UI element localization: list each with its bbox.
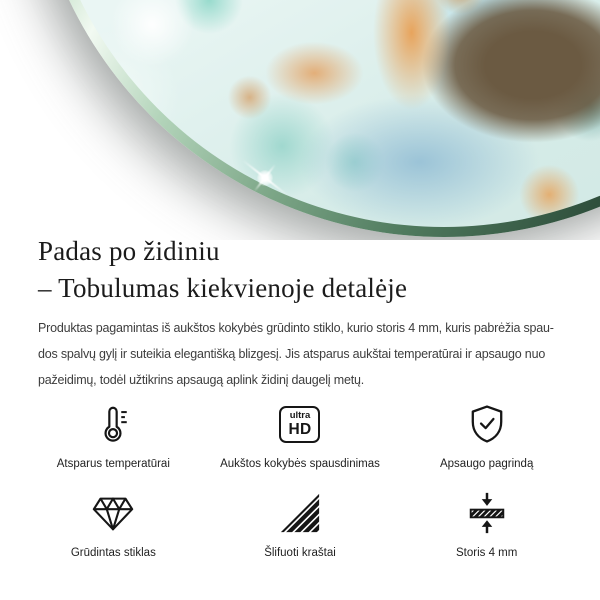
shield-check-icon: [465, 402, 509, 446]
feature-label: Grūdintas stiklas: [70, 547, 156, 559]
features-grid: [20, 402, 580, 560]
description-line: pažeidimų, todėl užtikrins apsaugą aplink židinį daugelį metų.: [38, 373, 364, 387]
product-description: [38, 315, 572, 393]
polished-edges-icon: [278, 491, 322, 535]
content-block: [38, 233, 572, 393]
description-line: Produktas pagamintas iš aukštos kokybės grūdinto stiklo, kurio storis 4 mm, kuris pabrėžia spau-: [38, 321, 554, 335]
thickness-icon: [464, 491, 510, 535]
product-image: [29, 0, 600, 237]
title-line-1: Padas po židiniu: [38, 236, 220, 266]
feature-ultra-hd-print: [207, 402, 394, 471]
page-title: [38, 233, 572, 307]
description-line: dos spalvų gylį ir suteikia elegantišką blizgesį. Jis atsparus aukštai temperatūrai ir apsaugo nuo: [38, 347, 546, 361]
hero-section: [0, 0, 600, 240]
marble-glass-surface: [39, 0, 600, 227]
diamond-icon: [90, 491, 136, 535]
feature-label: Šlifuoti kraštai: [264, 547, 336, 559]
feature-tempered-glass: [20, 491, 207, 560]
feature-label: Atsparus temperatūrai: [56, 458, 170, 470]
feature-label: Apsaugo pagrindą: [439, 458, 534, 470]
feature-label: Storis 4 mm: [455, 547, 518, 559]
feature-polished-edges: [207, 491, 394, 560]
ultra-hd-icon: ultra HD: [279, 402, 320, 446]
thermometer-icon: [91, 402, 135, 446]
feature-protects-base: [393, 402, 580, 471]
feature-heat-resistant: [20, 402, 207, 471]
feature-label: Aukštos kokybės spausdinimas: [220, 458, 380, 470]
feature-thickness: [393, 491, 580, 560]
title-line-2: – Tobulumas kiekvienoje detalėje: [38, 273, 408, 303]
